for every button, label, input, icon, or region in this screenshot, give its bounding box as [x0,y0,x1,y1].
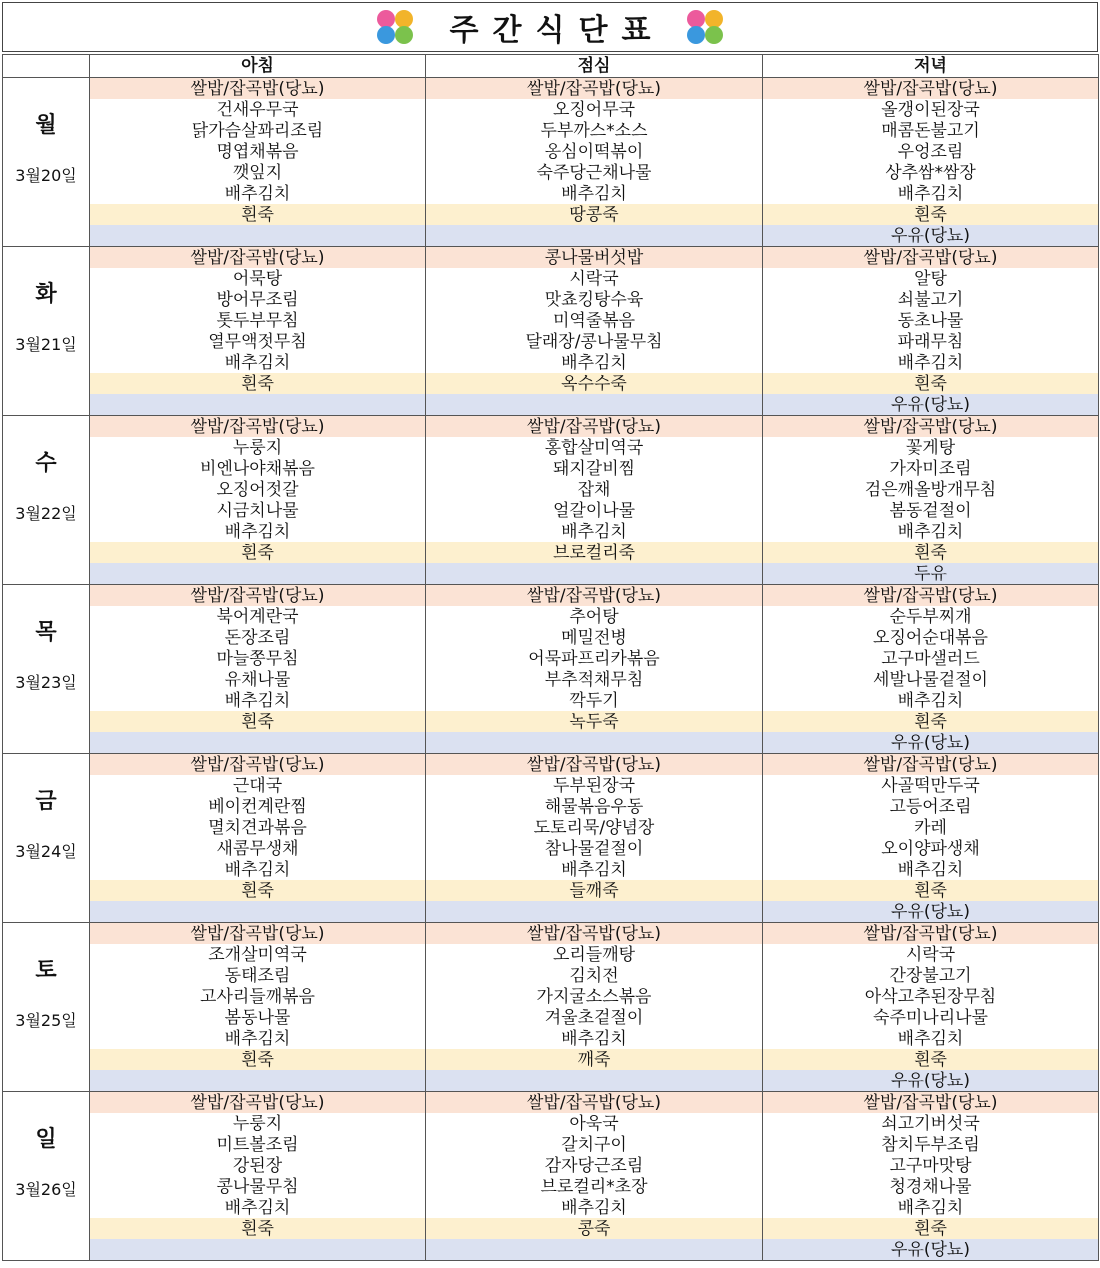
breakfast-menu-item: 흰죽 [90,880,426,901]
menu-row [3,1007,1099,1028]
menu-row [3,141,1099,162]
lunch-menu-item [426,394,763,416]
breakfast-menu-item: 배추김치 [90,1028,426,1049]
menu-row [3,1092,1099,1114]
dinner-menu-item: 배추김치 [763,352,1099,373]
dinner-menu-item: 흰죽 [763,880,1099,901]
day-cell [3,247,90,416]
lunch-menu-item: 브로컬리죽 [426,542,763,563]
breakfast-menu-item: 흰죽 [90,1218,426,1239]
lunch-menu-item: 깍두기 [426,690,763,711]
menu-row [3,521,1099,542]
day-date: 3월21일 [15,335,77,354]
lunch-menu-item: 쌀밥/잡곡밥(당뇨) [426,585,763,607]
header-row [3,55,1099,78]
dinner-menu-item: 오이양파생채 [763,838,1099,859]
breakfast-menu-item: 닭가슴살꽈리조림 [90,120,426,141]
menu-row [3,1218,1099,1239]
breakfast-menu-item: 배추김치 [90,521,426,542]
lunch-menu-item: 콩죽 [426,1218,763,1239]
breakfast-menu-item: 흰죽 [90,204,426,225]
breakfast-menu-item [90,1239,426,1261]
menu-row [3,585,1099,607]
dinner-menu-item: 청경채나물 [763,1176,1099,1197]
dinner-menu-item: 우유(당뇨) [763,901,1099,923]
menu-row [3,563,1099,585]
dinner-menu-item: 흰죽 [763,204,1099,225]
title-bar [2,2,1098,52]
dinner-menu-item: 배추김치 [763,1028,1099,1049]
menu-row [3,225,1099,247]
menu-row [3,796,1099,817]
breakfast-menu-item: 쌀밥/잡곡밥(당뇨) [90,585,426,607]
breakfast-menu-item: 건새우무국 [90,99,426,120]
lunch-menu-item: 감자당근조림 [426,1155,763,1176]
dinner-menu-item: 아삭고추된장무침 [763,986,1099,1007]
breakfast-menu-item: 멸치견과볶음 [90,817,426,838]
menu-row [3,1134,1099,1155]
breakfast-menu-item: 방어무조림 [90,289,426,310]
breakfast-menu-item: 유채나물 [90,669,426,690]
breakfast-menu-item: 근대국 [90,775,426,796]
dinner-menu-item: 순두부찌개 [763,606,1099,627]
breakfast-menu-item: 강된장 [90,1155,426,1176]
lunch-menu-item [426,563,763,585]
lunch-menu-item: 오리들깨탕 [426,944,763,965]
menu-row [3,394,1099,416]
dinner-menu-item: 배추김치 [763,1197,1099,1218]
breakfast-menu-item: 베이컨계란찜 [90,796,426,817]
breakfast-menu-item: 쌀밥/잡곡밥(당뇨) [90,247,426,269]
menu-row [3,247,1099,269]
dinner-menu-item: 고등어조림 [763,796,1099,817]
dinner-menu-item: 흰죽 [763,1218,1099,1239]
breakfast-menu-item: 흰죽 [90,711,426,732]
breakfast-menu-item [90,901,426,923]
menu-row [3,606,1099,627]
column-header-lunch: 점심 [426,55,763,78]
breakfast-menu-item [90,732,426,754]
breakfast-menu-item: 북어계란국 [90,606,426,627]
lunch-menu-item: 홍합살미역국 [426,437,763,458]
lunch-menu-item: 콩나물버섯밥 [426,247,763,269]
lunch-menu-item: 부추적채무침 [426,669,763,690]
lunch-menu-item: 돼지갈비찜 [426,458,763,479]
dinner-menu-item: 쌀밥/잡곡밥(당뇨) [763,923,1099,945]
lunch-menu-item: 배추김치 [426,183,763,204]
dinner-menu-item: 쌀밥/잡곡밥(당뇨) [763,416,1099,438]
lunch-menu-item: 쌀밥/잡곡밥(당뇨) [426,78,763,100]
day-cell [3,78,90,247]
day-date: 3월26일 [15,1180,77,1199]
dinner-menu-item: 숙주미나리나물 [763,1007,1099,1028]
lunch-menu-item [426,1070,763,1092]
menu-row [3,331,1099,352]
dinner-menu-item: 우유(당뇨) [763,1239,1099,1261]
lunch-menu-item: 쌀밥/잡곡밥(당뇨) [426,754,763,776]
menu-row [3,1155,1099,1176]
dinner-menu-item: 간장불고기 [763,965,1099,986]
dinner-menu-item: 카레 [763,817,1099,838]
menu-row [3,542,1099,563]
lunch-menu-item: 두부된장국 [426,775,763,796]
lunch-menu-item: 메밀전병 [426,627,763,648]
menu-row [3,923,1099,945]
dinner-menu-item: 상추쌈*쌈장 [763,162,1099,183]
lunch-menu-item: 숙주당근채나물 [426,162,763,183]
lunch-menu-item: 미역줄볶음 [426,310,763,331]
breakfast-menu-item: 흰죽 [90,542,426,563]
menu-row [3,479,1099,500]
lunch-menu-item: 땅콩죽 [426,204,763,225]
lunch-menu-item: 참나물겉절이 [426,838,763,859]
menu-row [3,458,1099,479]
breakfast-menu-item: 배추김치 [90,690,426,711]
lunch-menu-item: 갈치구이 [426,1134,763,1155]
menu-row [3,859,1099,880]
dinner-menu-item: 쇠불고기 [763,289,1099,310]
day-date: 3월25일 [15,1011,77,1030]
dinner-menu-item: 쌀밥/잡곡밥(당뇨) [763,247,1099,269]
clover-icon [682,5,728,49]
menu-row [3,817,1099,838]
menu-row [3,500,1099,521]
menu-row [3,289,1099,310]
menu-row [3,1113,1099,1134]
breakfast-menu-item [90,225,426,247]
lunch-menu-item: 녹두죽 [426,711,763,732]
dinner-menu-item: 시락국 [763,944,1099,965]
dinner-menu-item: 검은깨올방개무침 [763,479,1099,500]
page-title: 주간식단표 [449,13,665,48]
breakfast-menu-item [90,563,426,585]
dinner-menu-item: 세발나물겉절이 [763,669,1099,690]
menu-row [3,1239,1099,1261]
lunch-menu-item: 겨울초겉절이 [426,1007,763,1028]
breakfast-menu-item [90,394,426,416]
day-cell [3,1092,90,1261]
corner-cell [3,55,90,78]
dinner-menu-item: 가자미조림 [763,458,1099,479]
lunch-menu-item: 김치전 [426,965,763,986]
breakfast-menu-item: 쌀밥/잡곡밥(당뇨) [90,78,426,100]
menu-row [3,416,1099,438]
menu-row [3,986,1099,1007]
column-header-dinner: 저녁 [763,55,1099,78]
lunch-menu-item: 아욱국 [426,1113,763,1134]
lunch-menu-item: 배추김치 [426,859,763,880]
breakfast-menu-item: 오징어젓갈 [90,479,426,500]
day-name: 목 [35,620,57,645]
menu-row [3,437,1099,458]
menu-row [3,373,1099,394]
dinner-menu-item: 고구마샐러드 [763,648,1099,669]
lunch-menu-item: 옹심이떡볶이 [426,141,763,162]
breakfast-menu-item: 봄동나물 [90,1007,426,1028]
day-name: 일 [35,1127,57,1152]
breakfast-menu-item: 어묵탕 [90,268,426,289]
lunch-menu-item: 오징어무국 [426,99,763,120]
dinner-menu-item: 우엉조림 [763,141,1099,162]
menu-row [3,944,1099,965]
day-name: 금 [35,789,57,814]
lunch-menu-item: 맛쵸킹탕수육 [426,289,763,310]
lunch-menu-item: 브로컬리*초장 [426,1176,763,1197]
lunch-menu-item: 잡채 [426,479,763,500]
breakfast-menu-item: 배추김치 [90,352,426,373]
menu-row [3,775,1099,796]
lunch-menu-item [426,225,763,247]
dinner-menu-item: 쌀밥/잡곡밥(당뇨) [763,78,1099,100]
dinner-menu-item: 배추김치 [763,690,1099,711]
menu-row [3,1197,1099,1218]
menu-row [3,204,1099,225]
day-date: 3월20일 [15,166,77,185]
dinner-menu-item: 쇠고기버섯국 [763,1113,1099,1134]
day-name: 월 [35,113,57,138]
breakfast-menu-item: 조개살미역국 [90,944,426,965]
dinner-menu-item: 꽃게탕 [763,437,1099,458]
breakfast-menu-item: 배추김치 [90,183,426,204]
lunch-menu-item: 해물볶음우동 [426,796,763,817]
dinner-menu-item: 우유(당뇨) [763,394,1099,416]
lunch-menu-item [426,732,763,754]
day-date: 3월24일 [15,842,77,861]
breakfast-menu-item: 비엔나야채볶음 [90,458,426,479]
day-cell [3,923,90,1092]
dinner-menu-item: 오징어순대볶음 [763,627,1099,648]
dinner-menu-item: 올갱이된장국 [763,99,1099,120]
dinner-menu-item: 우유(당뇨) [763,225,1099,247]
lunch-menu-item: 가지굴소스볶음 [426,986,763,1007]
breakfast-menu-item: 배추김치 [90,1197,426,1218]
menu-row [3,352,1099,373]
breakfast-menu-item: 새콤무생채 [90,838,426,859]
clover-icon [372,5,418,49]
menu-row [3,1176,1099,1197]
lunch-menu-item: 얼갈이나물 [426,500,763,521]
breakfast-menu-item: 흰죽 [90,1049,426,1070]
menu-body [3,78,1099,1261]
lunch-menu-item: 달래장/콩나물무침 [426,331,763,352]
dinner-menu-item: 흰죽 [763,542,1099,563]
breakfast-menu-item: 명엽채볶음 [90,141,426,162]
menu-row [3,162,1099,183]
breakfast-menu-item: 콩나물무침 [90,1176,426,1197]
dinner-menu-item: 파래무침 [763,331,1099,352]
day-date: 3월23일 [15,673,77,692]
menu-row [3,1028,1099,1049]
menu-row [3,310,1099,331]
breakfast-menu-item: 쌀밥/잡곡밥(당뇨) [90,1092,426,1114]
menu-row [3,648,1099,669]
dinner-menu-item: 동초나물 [763,310,1099,331]
lunch-menu-item: 두부까스*소스 [426,120,763,141]
menu-row [3,78,1099,100]
menu-row [3,690,1099,711]
menu-row [3,711,1099,732]
dinner-menu-item: 참치두부조림 [763,1134,1099,1155]
day-name: 화 [35,282,57,307]
breakfast-menu-item: 깻잎지 [90,162,426,183]
lunch-menu-item: 시락국 [426,268,763,289]
menu-row [3,754,1099,776]
menu-row [3,1070,1099,1092]
day-name: 수 [35,451,57,476]
lunch-menu-item: 추어탕 [426,606,763,627]
breakfast-menu-item: 미트볼조림 [90,1134,426,1155]
dinner-menu-item: 고구마맛탕 [763,1155,1099,1176]
day-cell [3,585,90,754]
breakfast-menu-item: 흰죽 [90,373,426,394]
lunch-menu-item: 배추김치 [426,1197,763,1218]
breakfast-menu-item: 쌀밥/잡곡밥(당뇨) [90,754,426,776]
lunch-menu-item: 배추김치 [426,352,763,373]
breakfast-menu-item: 고사리들깨볶음 [90,986,426,1007]
breakfast-menu-item: 누룽지 [90,437,426,458]
dinner-menu-item: 알탕 [763,268,1099,289]
breakfast-menu-item: 마늘쫑무침 [90,648,426,669]
dinner-menu-item: 쌀밥/잡곡밥(당뇨) [763,1092,1099,1114]
dinner-menu-item: 사골떡만두국 [763,775,1099,796]
menu-row [3,880,1099,901]
breakfast-menu-item: 시금치나물 [90,500,426,521]
menu-row [3,183,1099,204]
lunch-menu-item: 쌀밥/잡곡밥(당뇨) [426,923,763,945]
dinner-menu-item: 흰죽 [763,373,1099,394]
dinner-menu-item: 배추김치 [763,183,1099,204]
lunch-menu-item: 배추김치 [426,1028,763,1049]
menu-row [3,669,1099,690]
lunch-menu-item [426,901,763,923]
lunch-menu-item: 들깨죽 [426,880,763,901]
breakfast-menu-item: 누룽지 [90,1113,426,1134]
dinner-menu-item: 배추김치 [763,521,1099,542]
breakfast-menu-item: 돈장조림 [90,627,426,648]
dinner-menu-item: 흰죽 [763,1049,1099,1070]
menu-row [3,965,1099,986]
breakfast-menu-item: 톳두부무침 [90,310,426,331]
breakfast-menu-item: 열무액젓무침 [90,331,426,352]
dinner-menu-item: 두유 [763,563,1099,585]
breakfast-menu-item [90,1070,426,1092]
dinner-menu-item: 우유(당뇨) [763,732,1099,754]
dinner-menu-item: 봄동겉절이 [763,500,1099,521]
lunch-menu-item [426,1239,763,1261]
breakfast-menu-item: 배추김치 [90,859,426,880]
lunch-menu-item: 어묵파프리카볶음 [426,648,763,669]
menu-table [2,54,1099,1261]
day-cell [3,754,90,923]
lunch-menu-item: 배추김치 [426,521,763,542]
day-name: 토 [35,958,57,983]
lunch-menu-item: 쌀밥/잡곡밥(당뇨) [426,1092,763,1114]
lunch-menu-item: 쌀밥/잡곡밥(당뇨) [426,416,763,438]
dinner-menu-item: 쌀밥/잡곡밥(당뇨) [763,754,1099,776]
breakfast-menu-item: 쌀밥/잡곡밥(당뇨) [90,416,426,438]
breakfast-menu-item: 쌀밥/잡곡밥(당뇨) [90,923,426,945]
menu-row [3,732,1099,754]
dinner-menu-item: 흰죽 [763,711,1099,732]
lunch-menu-item: 깨죽 [426,1049,763,1070]
day-cell [3,416,90,585]
day-date: 3월22일 [15,504,77,523]
lunch-menu-item: 도토리묵/양념장 [426,817,763,838]
dinner-menu-item: 쌀밥/잡곡밥(당뇨) [763,585,1099,607]
menu-row [3,268,1099,289]
dinner-menu-item: 우유(당뇨) [763,1070,1099,1092]
dinner-menu-item: 매콤돈불고기 [763,120,1099,141]
column-header-breakfast: 아침 [90,55,426,78]
menu-row [3,901,1099,923]
menu-row [3,120,1099,141]
menu-row [3,99,1099,120]
menu-row [3,1049,1099,1070]
dinner-menu-item: 배추김치 [763,859,1099,880]
menu-row [3,838,1099,859]
menu-row [3,627,1099,648]
lunch-menu-item: 옥수수죽 [426,373,763,394]
breakfast-menu-item: 동태조림 [90,965,426,986]
